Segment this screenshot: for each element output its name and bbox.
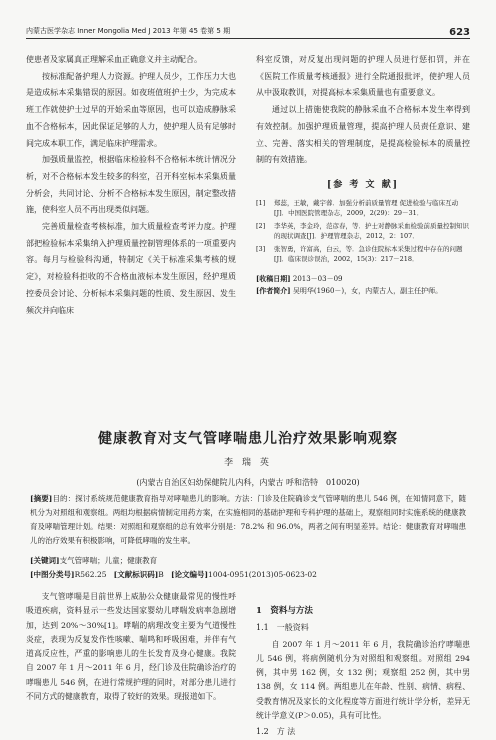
section-heading: 1 资料与方法 [256,606,313,616]
general-data-paragraph: 自 2007 年 1 月～2011 年 6 月，我院确诊治疗哮喘患儿 546 例，将病例随机分为对照组和观察组。对照组 294 例，其中男 162 例，女 132 例；观察组 252 例，其中男 138 例，女 114 例。两组患儿在年龄、性别、病情、病程、受教育情况及家长的文化程度等方面进行统计学分析，差异无统计学意义(P＞0.05)，具有可比性。 [256,639,470,721]
article-author: 李 瑞 英 [224,458,272,468]
page-number: 623 [449,27,470,38]
reference-item [256,221,470,242]
article-meta [256,273,470,297]
reference-text: 郑蕊，王敏，戴宇蓉．加强分析前质量管理 促进检验与临床互动[J]．中国医院管理杂志，2009，2(29)：29－31． [274,198,459,218]
body-left-column [26,590,236,704]
reference-number: [3] [256,244,266,253]
journal-name: 内蒙古医学杂志 Inner Mongolia Med J 2013 年第 45 卷第 5 期 [26,27,231,35]
reference-text: 张智勇，许富高，白云，等．急诊住院标本采集过程中存在的问题[J]．临床误诊误治，2002，15(3)：217－218． [274,244,463,264]
article-title: 健康教育对支气管哮喘患儿治疗效果影响观察 [98,431,398,447]
reference-number: [1] [256,198,266,207]
left-top-paragraph: 使患者及家属真正理解采血正确意义并主动配合。 [26,55,202,64]
received-date: [收稿日期] 2013－03－09 [256,273,343,283]
reference-number: [2] [256,221,266,230]
classification-line: [中图分类号]R562.25 [文献标识码]B [论文编号]1004-0951(2013)05-0623-02 [30,570,317,579]
left-top-paragraph: 完善质量检查考核标准，加大质量检查考评力度。护理部把检验标本采集纳入护理质量控制管理体系的一项重要内容。每月与检验科沟通，特制定《关于标准采集考核的规定》，对检验科拒收的不合格血液标本发生原因，经护理质控委员会讨论、分析标本采集问题的性质、发生原因、发生频次并向临床 [26,222,236,315]
subsection-heading-methods: 1.2 方 法 [256,727,296,737]
left-top-paragraph: 加强质量监控，根据临床检验科不合格标本统计情况分析，对不合格标本发生较多的科室，召开科室标本采集质量分析会，共同讨论、分析不合格标本发生原因，制定整改措施，使科室人员不再出现类似问题。 [26,155,236,215]
reference-item [256,244,470,265]
body-right-column [256,590,470,740]
right-top-paragraphs [256,52,470,169]
intro-paragraph: 支气管哮喘是目前世界上威胁公众健康最常见的慢性呼吸道疾病，资料显示一些发达国家婴幼儿哮喘发病率急剧增加，达到 20%～30%[1]。哮喘的病理改变主要为气道慢性炎症，表现为反复发作性咳嗽、喘鸣和呼吸困难，并伴有气道高反应性，严重的影响患儿的生长发育及身心健康。我院自 2007 年 1 月～2011 年 6 月，经门诊及住院确诊治疗的哮喘患儿 546 例，在进行常规护理的同时，对部分患儿进行不同方式的健康教育，取得了较好的效果。现报道如下。 [26,592,236,702]
left-column-top [26,52,236,319]
abstract-text: 目的：探讨系统规范健康教育指导对哮喘患儿的影响。方法：门诊及住院确诊支气管哮喘的患儿 546 例，在知情同意下，随机分为对照组和观察组。两组均根据病情制定用药方案，在实施相同的基础护理和专科护理的基础上，观察组同时实施系统的健康教育及哮喘管理计划。结果：对照组和观察组的总有效率分别是：78.2% 和 96.0%，两者之间有明显差异。结论：健康教育对哮喘患儿的治疗效果有积极影响，可降低哮喘的发生率。 [30,494,466,545]
right-top-paragraph: 通过以上措施使我院的静脉采血不合格标本发生率得到有效控制。加强护理质量管理，提高护理人员责任意识、建立、完善、落实相关的管理制度，是提高检验标本的质量控制的有效措施。 [256,105,470,165]
left-top-paragraph: 按标准配备护理人力资源。护理人员少，工作压力大也是造成标本采集错误的原因。如夜班值班护士少，为完成本班工作就使护士过早的开始采血等原因，也可以造成静脉采血不合格标本，因此保证足够的人力，使护理人员有足够时间完成本职工作，满足临床护理需求。 [26,71,236,148]
abstract-label: [摘要] [30,494,53,503]
right-top-paragraph: 科室反馈，对反复出现问题的护理人员进行惩扣罚，并在《医院工作质量考核通报》进行全院通报批评，使护理人员从中汲取教训，对提高标本采集质量也有重要意义。 [256,55,470,98]
abstract [30,492,466,548]
references-list [256,198,470,265]
keywords: [关键词]支气管哮喘；儿童；健康教育 [30,556,158,565]
references-title: [参 考 文 献] [327,179,399,190]
author-note: [作者简介] 吴明华(1960－)，女，内蒙古人，副主任护师。 [256,285,443,295]
reference-text: 李华英，李金玲，范彦春，等．护士对静脉采血检验前质量控制知识的现状调查[J]．护理管理杂志，2012，2：107． [274,221,469,241]
subsection-heading: 1.1 一般资料 [256,623,309,633]
running-header [26,24,470,39]
reference-item [256,198,470,219]
right-column-top [256,52,470,297]
author-affiliation: (内蒙古自治区妇幼保健院儿内科，内蒙古 呼和浩特 010020) [136,478,360,487]
